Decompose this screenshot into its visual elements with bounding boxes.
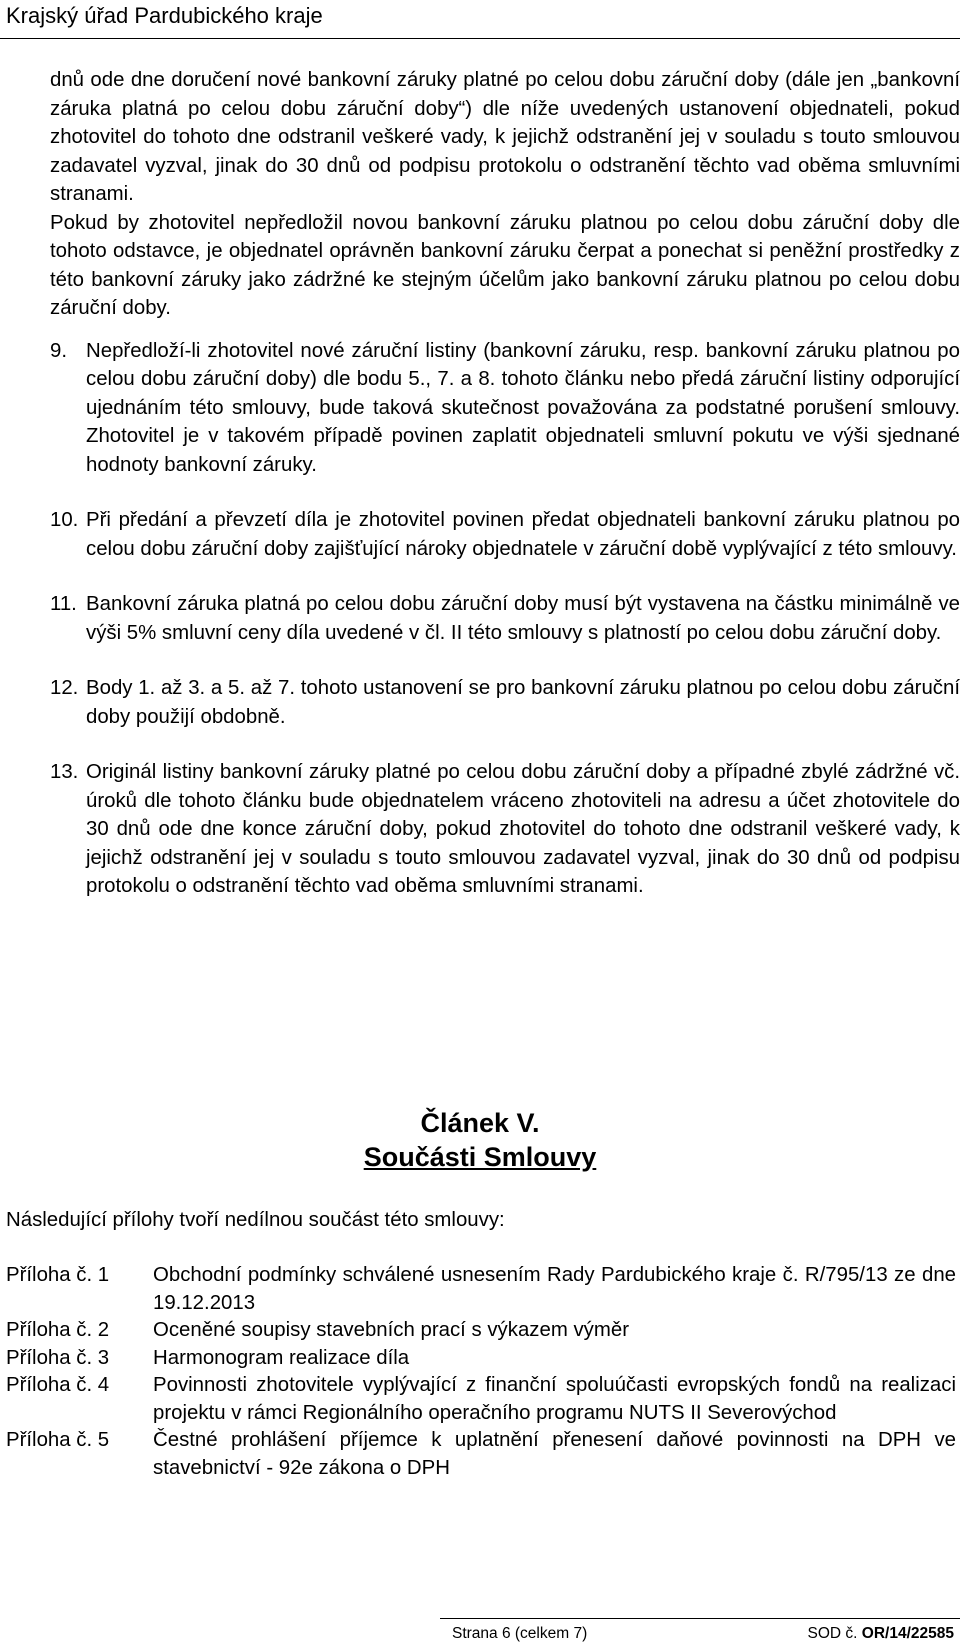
attachment-item: [6, 1427, 956, 1482]
clause-text: Originál listiny bankovní záruky platné po celou dobu záruční doby a případné zbylé zádržné vč. úroků dle tohoto článku bude objednatelem vráceno zhotoviteli na adresu a účet zhotovitele do 30 dnů ode dne konce záruční doby, pokud zhotovitel do tohoto dne odstranil veškeré vady, k jejichž odstranění jej v souladu s touto smlouvou zadavatel vyzval, jinak do 30 dnů od podpisu protokolu o odstranění těchto vad oběma smluvními stranami.: [86, 761, 960, 897]
attachment-label: Příloha č. 4: [6, 1374, 110, 1396]
attachments-intro: Následující přílohy tvoří nedílnou součást této smlouvy:: [6, 1209, 505, 1231]
article-heading: [0, 1106, 960, 1174]
clause-text: Body 1. až 3. a 5. až 7. tohoto ustanovení se pro bankovní záruku platnou po celou dobu záruční doby použijí obdobně.: [86, 677, 960, 728]
clause-text: Při předání a převzetí díla je zhotovitel povinen předat objednateli bankovní záruku platnou po celou dobu záruční doby zajišťující nároky objednatele v záruční době vyplývající z této smlouvy.: [86, 509, 960, 560]
paragraph-continuation: dnů ode dne doručení nové bankovní záruky platné po celou dobu záruční doby (dále jen „bankovní záruka platná po celou dobu záruční doby“) dle níže uvedených ustanovení objednateli, pokud zhotovitel do tohoto dne odstranil veškeré vady, k jejichž odstranění jej v souladu s touto smlouvou zadavatel vyzval, jinak do 30 dnů od podpisu protokolu o odstranění těchto vad oběma smluvními stranami.: [50, 69, 960, 205]
clause-text: Bankovní záruka platná po celou dobu záruční doby musí být vystavena na částku minimálně ve výši 5% smluvní ceny díla uvedené v čl. II této smlouvy s platností po celou dobu záruční doby.: [86, 593, 960, 644]
header-divider: [0, 38, 960, 39]
clause-12: [50, 674, 960, 731]
clause-number: 10.: [50, 509, 79, 531]
attachment-label: Příloha č. 1: [6, 1264, 110, 1286]
attachment-text: Oceněné soupisy stavebních prací s výkazem výměr: [153, 1319, 629, 1341]
attachment-item: [6, 1372, 956, 1427]
attachment-text: Povinnosti zhotovitele vyplývající z finanční spoluúčasti evropských fondů na realizaci projektu v rámci Regionálního operačního programu NUTS II Severovýchod: [153, 1374, 956, 1424]
attachment-text: Čestné prohlášení příjemce k uplatnění přenesení daňové povinnosti na DPH ve stavebnictví - 92e zákona o DPH: [153, 1429, 956, 1479]
attachment-label: Příloha č. 3: [6, 1346, 110, 1369]
clause-13: [50, 758, 960, 901]
attachment-item: [6, 1262, 956, 1317]
attachment-text: Obchodní podmínky schválené usnesením Rady Pardubického kraje č. R/795/13 ze dne 19.12.2013: [153, 1264, 956, 1314]
body-text: [50, 66, 960, 928]
clause-11: [50, 590, 960, 647]
document-id: [808, 1624, 954, 1644]
clause-text: Nepředloží-li zhotovitel nové záruční listiny (bankovní záruku, resp. bankovní záruku platnou po celou dobu záruční doby) dle bodu 5., 7. a 8. tohoto článku nebo předá záruční listiny odporující ujednáním této smlouvy, bude taková skutečnost považována za podstatné porušení smlouvy. Zhotovitel je v takovém případě povinen zaplatit objednateli smluvní pokutu ve výši sjednané hodnoty bankovní záruky.: [86, 339, 960, 476]
clause-9: [50, 337, 960, 480]
clause-10: [50, 506, 960, 563]
clause-number: 11.: [50, 593, 77, 615]
paragraph-pokud: Pokud by zhotovitel nepředložil novou bankovní záruku platnou po celou dobu záruční doby dle tohoto odstavce, je objednatel oprávněn bankovní záruku čerpat a ponechat si peněžní prostředky z této bankovní záruky jako zádržné ke stejným účelům jako bankovní záruku platnou po celou dobu záruční doby.: [50, 211, 960, 319]
attachment-item: [6, 1345, 956, 1373]
attachment-item: [6, 1317, 956, 1345]
attachment-label: Příloha č. 5: [6, 1429, 110, 1451]
attachment-label: Příloha č. 2: [6, 1319, 110, 1341]
document-id-prefix: SOD č.: [807, 1625, 862, 1642]
attachments-list: [6, 1262, 956, 1482]
attachment-text: Harmonogram realizace díla: [153, 1346, 410, 1369]
clause-number: 9.: [50, 339, 68, 362]
footer-divider: [440, 1618, 960, 1619]
page-number: Strana 6 (celkem 7): [452, 1625, 588, 1642]
document-id-number: OR/14/22585: [861, 1625, 954, 1642]
clause-number: 12.: [50, 677, 79, 699]
clause-number: 13.: [50, 761, 79, 783]
article-title: Článek V.: [420, 1108, 540, 1138]
page-header-title: Krajský úřad Pardubického kraje: [6, 3, 323, 28]
page-footer: [0, 1618, 960, 1650]
article-subtitle: Součásti Smlouvy: [363, 1142, 597, 1172]
